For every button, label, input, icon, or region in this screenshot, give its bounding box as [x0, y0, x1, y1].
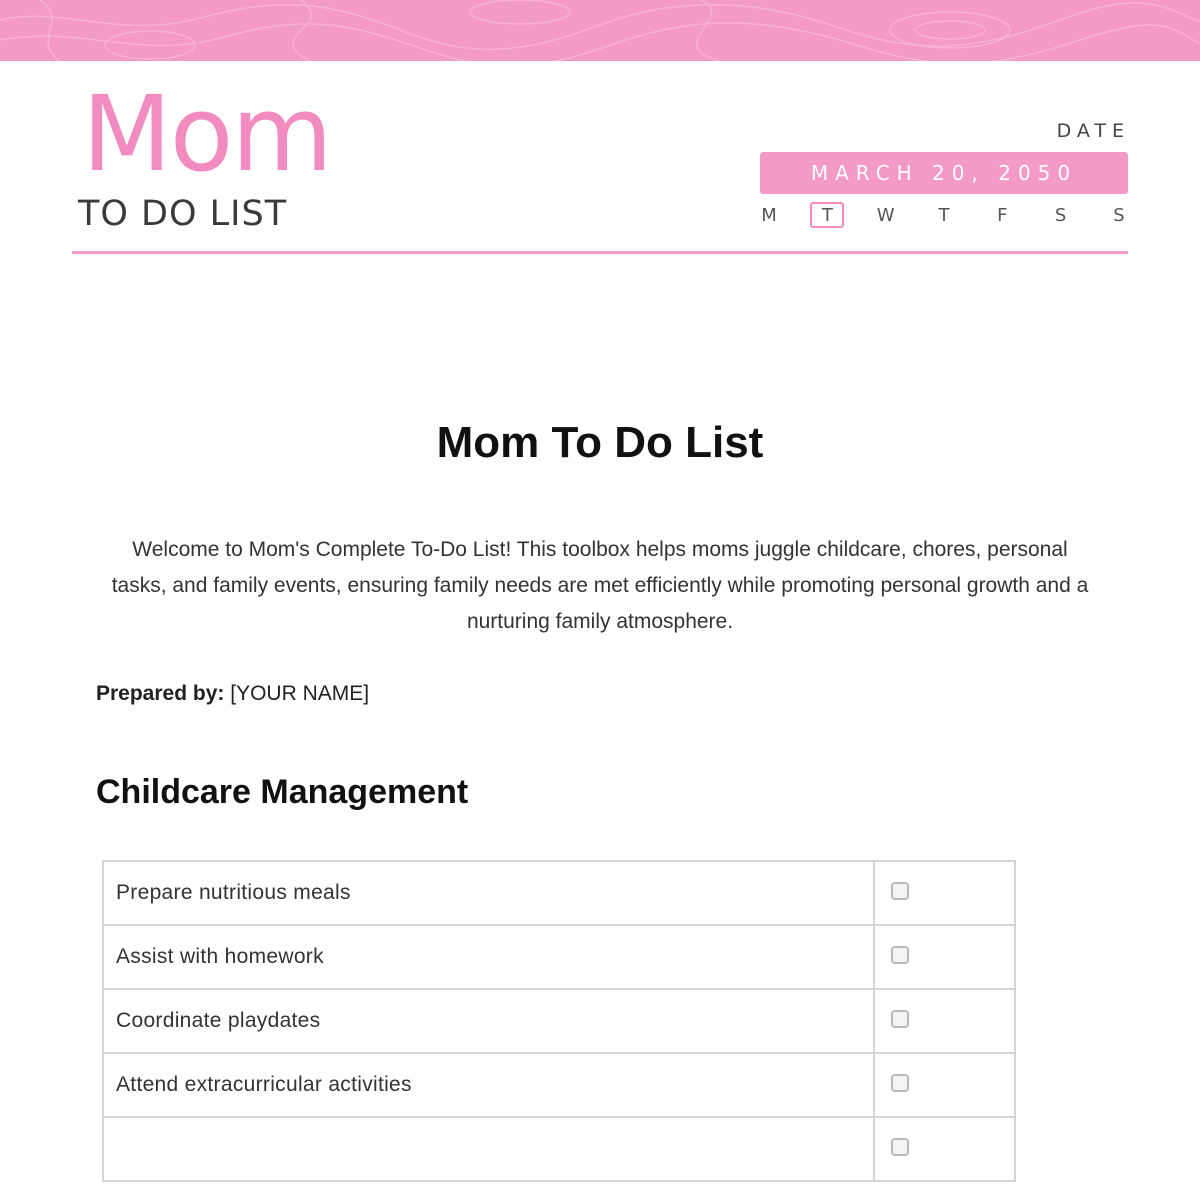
- task-check-cell: [874, 989, 1015, 1053]
- prepared-by-value: [YOUR NAME]: [230, 682, 370, 705]
- task-check-cell: [874, 1117, 1015, 1181]
- task-label: Attend extracurricular activities: [103, 1053, 874, 1117]
- section-heading: Childcare Management: [96, 773, 469, 811]
- weekday-wednesday[interactable]: W: [876, 205, 895, 226]
- task-table: [102, 860, 1016, 1182]
- weekday-tuesday[interactable]: T: [810, 202, 844, 228]
- weekday-saturday[interactable]: S: [1054, 205, 1067, 226]
- task-check-cell: [874, 925, 1015, 989]
- task-check-cell: [874, 1053, 1015, 1117]
- intro-paragraph: Welcome to Mom's Complete To-Do List! This toolbox helps moms juggle childcare, chores, personal tasks, and family events, ensuring family needs are met efficiently while promoting personal growth and a nurturing family atmosphere.: [111, 538, 1089, 633]
- task-checkbox[interactable]: [891, 1074, 909, 1092]
- document-title: Mom To Do List: [436, 418, 764, 467]
- task-checkbox[interactable]: [891, 1138, 909, 1156]
- table-row: [103, 1117, 1015, 1181]
- task-label: Assist with homework: [103, 925, 874, 989]
- decorative-header-band: [0, 0, 1200, 61]
- header-divider: [72, 251, 1128, 254]
- weekday-selector: [752, 202, 1136, 228]
- weekday-sunday[interactable]: S: [1113, 205, 1125, 226]
- prepared-by: [96, 678, 369, 710]
- weekday-monday[interactable]: M: [761, 205, 777, 226]
- prepared-by-label: Prepared by:: [96, 682, 225, 705]
- weekday-thursday[interactable]: T: [938, 205, 950, 226]
- brand-subtitle: TO DO LIST: [78, 194, 288, 234]
- task-checkbox[interactable]: [891, 1010, 909, 1028]
- task-checkbox[interactable]: [891, 882, 909, 900]
- date-value-badge: MARCH 20, 2050: [760, 152, 1128, 194]
- table-row: [103, 1053, 1015, 1117]
- task-checkbox[interactable]: [891, 946, 909, 964]
- task-label: Prepare nutritious meals: [103, 861, 874, 925]
- brand-title: Mom: [82, 73, 331, 195]
- table-row: [103, 989, 1015, 1053]
- date-label: DATE: [1056, 120, 1130, 142]
- table-row: [103, 861, 1015, 925]
- task-label[interactable]: [103, 1117, 874, 1181]
- weekday-friday[interactable]: F: [997, 205, 1008, 226]
- task-check-cell: [874, 861, 1015, 925]
- topographic-pattern: [0, 0, 1200, 61]
- task-label: Coordinate playdates: [103, 989, 874, 1053]
- table-row: [103, 925, 1015, 989]
